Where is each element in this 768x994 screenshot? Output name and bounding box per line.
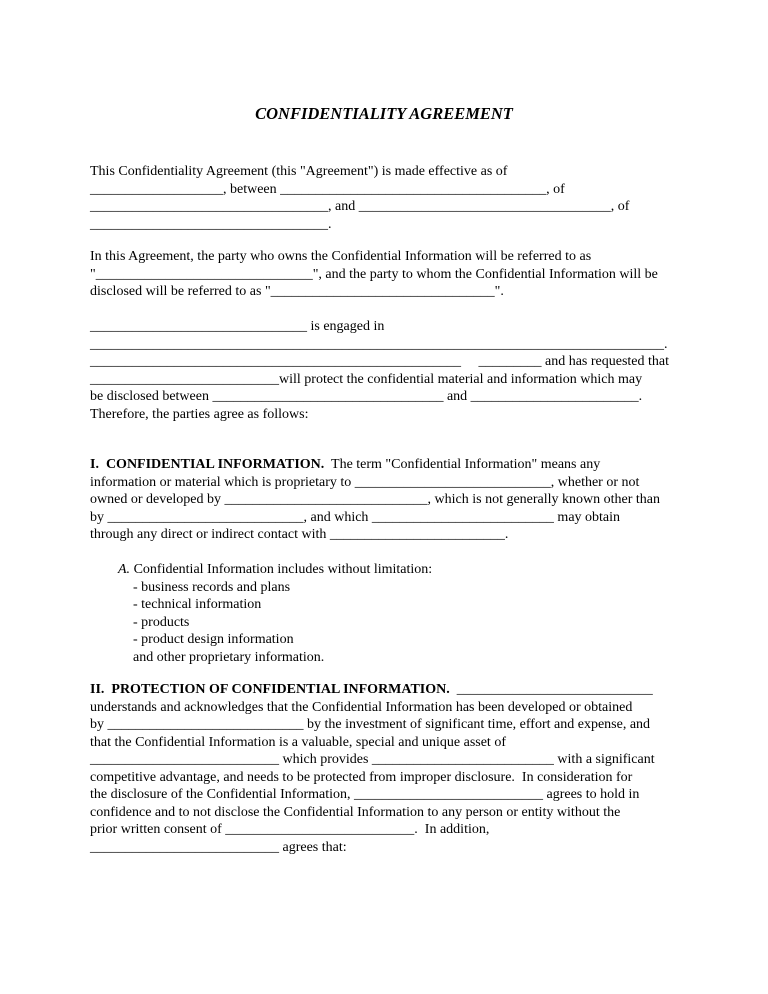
text-line: __________________________________. xyxy=(90,216,332,232)
section-1-heading-rest: The term "Confidential Information" means any xyxy=(324,457,601,472)
text-line: ___________________________ which provides __________________________ with a significant xyxy=(90,752,655,767)
text-line: ___________________________ agrees that: xyxy=(90,839,347,855)
text-line: _____________________________________________________ _________ and has requested that xyxy=(90,354,670,369)
text-line: by ____________________________ by the investment of significant time, effort and expense, and xyxy=(90,717,651,732)
text-line: In this Agreement, the party who owns the Confidential Information will be referred to as xyxy=(90,249,592,264)
section-2-heading-blank: ____________________________ xyxy=(449,682,653,697)
list-item: - technical information xyxy=(133,597,262,612)
text-line: __________________________________________________________________________________. xyxy=(90,336,668,352)
text-line: the disclosure of the Confidential Information, ___________________________ agrees to hold in xyxy=(90,787,640,802)
section-1-heading-line xyxy=(90,456,660,474)
text-line: that the Confidential Information is a valuable, special and unique asset of xyxy=(90,734,506,750)
section-2-heading-line xyxy=(90,681,655,699)
section-2-heading: II. PROTECTION OF CONFIDENTIAL INFORMATION. xyxy=(90,682,450,697)
text-line: understands and acknowledges that the Confidential Information has been developed or obtained xyxy=(90,699,633,715)
list-item: - business records and plans xyxy=(133,579,291,595)
text-line: competitive advantage, and needs to be protected from improper disclosure. In consideration for xyxy=(90,769,633,785)
text-line: prior written consent of ___________________________. In addition, xyxy=(90,822,490,837)
text-line: Therefore, the parties agree as follows: xyxy=(90,406,309,422)
document-title: CONFIDENTIALITY AGREEMENT xyxy=(255,104,513,123)
text-line: owned or developed by _____________________________, which is not generally known other than xyxy=(90,492,661,507)
section-1-heading: I. CONFIDENTIAL INFORMATION. xyxy=(90,457,325,472)
intro-paragraph xyxy=(90,163,629,233)
text-line: by ____________________________, and which __________________________ may obtain xyxy=(90,509,621,525)
clause-a-list xyxy=(90,561,432,666)
text-line: __________________________________, and ____________________________________, of xyxy=(90,199,630,214)
text-line: This Confidentiality Agreement (this "Agreement") is made effective as of xyxy=(90,164,508,179)
text-line: ___________________________will protect the confidential material and information which may xyxy=(90,371,643,387)
text-line: information or material which is proprietary to ____________________________, whether or not xyxy=(90,474,640,490)
section-1-confidential-information xyxy=(90,456,660,544)
text-line: confidence and to not disclose the Confidential Information to any person or entity without the xyxy=(90,804,621,820)
text-line: _______________________________ is engaged in xyxy=(90,319,385,334)
clause-a-intro-line xyxy=(90,561,432,579)
text-line: disclosed will be referred to as "________________________________". xyxy=(90,284,504,299)
text-line: ___________________, between ______________________________________, of xyxy=(90,181,565,197)
parties-definition-paragraph xyxy=(90,248,658,301)
list-item: - products xyxy=(133,614,190,630)
section-2-protection xyxy=(90,681,655,856)
list-item: - product design information xyxy=(133,632,294,647)
text-line: be disclosed between _________________________________ and ________________________. xyxy=(90,389,643,404)
recitals-paragraph xyxy=(90,318,669,423)
text-line: "_______________________________", and the party to whom the Confidential Information will be xyxy=(90,266,658,282)
clause-a-marker: A. xyxy=(118,562,131,577)
text-line: through any direct or indirect contact with _________________________. xyxy=(90,527,509,542)
clause-a-intro: Confidential Information includes without limitation: xyxy=(130,562,433,577)
clause-a-outro-line: and other proprietary information. xyxy=(133,649,325,665)
